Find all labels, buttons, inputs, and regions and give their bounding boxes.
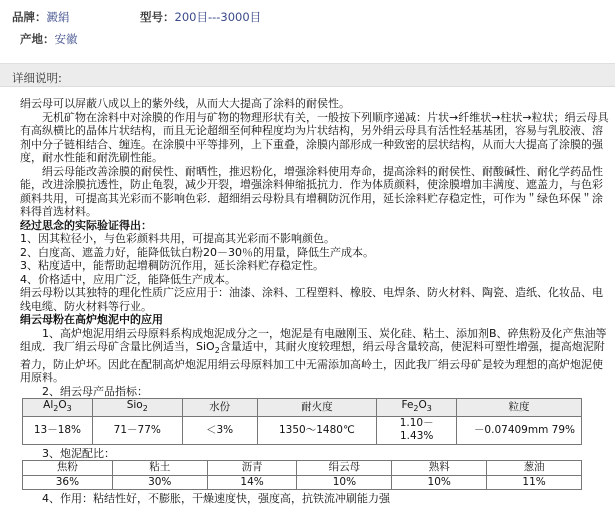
- intro-paragraph: 绢云母可以屏蔽八成以上的紫外线，从而大大提高了涂料的耐侯性。: [20, 97, 350, 110]
- fe-value-line2: 1.43%: [400, 430, 434, 443]
- table-cell: 71－77%: [92, 416, 182, 444]
- table-header-cell: Sio$_2$: [92, 399, 182, 417]
- table-cell: 10%: [392, 475, 487, 490]
- origin-label: 产地：: [20, 32, 55, 46]
- brand-label: 品牌：: [12, 10, 47, 24]
- list-item: 3、粘度适中，能帮助起增稠防沉作用，延长涂料贮存稳定性。: [20, 259, 324, 272]
- table-header-cell: 沥青: [207, 461, 297, 476]
- mix-heading: 3、炮泥配比：: [42, 446, 115, 460]
- mineral-paragraph: 无机矿物在涂料中对涂膜的作用与矿物的物理形状有关，一般按下列顺序递减：片状→纤维状→柱状→粒状；绢云母具有高纵横比的晶体片状结构，而且无论超细至何种程度均为片状结构，另外绢云母具有活性轻基基团，容易与乳胶液、溶剂中分子链相结合、缠连。在涂膜中平等排列，上下重叠，涂膜内部形成一种致密的层状结构，从而大大提高了涂膜的强度，耐水性能和耐洗刷性能。: [20, 110, 609, 164]
- blast-text-part2: 含量适中，其耐火度较理想，绢云母含量较高，使泥料可塑性增强，提高炮泥附着力，防止炉坏。因此在配制高炉炮泥用绢云母原料加工中无需添加高岭土，因此我厂绢云母矿是较为理想的高炉炮泥使用原料。: [20, 340, 605, 385]
- origin-row: [20, 31, 78, 47]
- table-header-cell: 水份: [182, 399, 257, 417]
- origin-value: 安徽: [54, 32, 78, 46]
- table-cell: 36%: [23, 475, 113, 490]
- table-cell: －0.07409mm 79%: [457, 416, 582, 444]
- table-header-cell: 熟料: [392, 461, 487, 476]
- table-cell: 13－18%: [23, 416, 93, 444]
- list-item: 4、价格适中，应用广泛，能降低生产成本。: [20, 272, 236, 286]
- table-header-row: [23, 461, 582, 476]
- blast-text-part1: 1、高炉炮泥用绢云母原料系构成炮泥成分之一，炮泥是有电融刚玉、炭化硅、粘土、添加剂B、碎焦粉及化产焦油等组成．我厂绢云母矿含量比例适当，: [20, 326, 607, 353]
- sio2-text: SiO: [196, 340, 215, 353]
- table-header-cell: $Al_2O_3$: [23, 399, 93, 417]
- list-item: 1、因其粒径小，与色彩颜料共用，可提高其光彩而不影响颜色。: [20, 232, 335, 245]
- table-cell: 1350～1480℃: [257, 416, 377, 444]
- table-cell: ＜3%: [182, 416, 257, 444]
- spec-list-heading: 2、绢云母产品指标：: [42, 384, 148, 398]
- table-header-cell: $Fe_2O_3$: [377, 399, 457, 417]
- coating-paragraph: 绢云母能改善涂膜的耐侯性、耐晒性，推迟粉化，增强涂料使用寿命，提高涂料的耐侯性、耐酸碱性、耐化学药品性能，改进涂膜抗透性，防止龟裂，减少开裂，增强涂料伸缩抵抗力．作为体质颜料，使涂膜增加丰满度、遮盖力，与色彩颜料共用，可提高其光彩而不影响色彩．超细绢云母粉具有增稠防沉作用，延长涂料贮存稳定性，可作为＂绿色环保＂涂料得首选材料。: [20, 164, 603, 218]
- mix-table: [22, 460, 582, 490]
- product-description: [20, 97, 610, 506]
- blast-furnace-paragraph: 1、高炉炮泥用绢云母原料系构成炮泥成分之一，炮泥是有电融刚玉、炭化硅、粘土、添加剂B、碎焦粉及化产焦油等组成．我厂绢云母矿含量比例适当，SiO$_2$含量适中，其耐火度较理想，绢云母含量较高，使泥料可塑性增强，提高炮泥附着力，防止炉坏。因此在配制高炉炮泥用绢云母原料加工中无需添加高岭土，因此我厂绢云母矿是较为理想的高炉炮泥使用原料。: [20, 326, 607, 385]
- brand-row: [12, 9, 70, 25]
- table-cell: 10%: [297, 475, 392, 490]
- table-cell: 11%: [487, 475, 582, 490]
- spec-table: [22, 398, 582, 445]
- model-value: 200目---3000目: [174, 10, 262, 24]
- table-header-cell: 耐火度: [257, 399, 377, 417]
- table-header-cell: 粘土: [112, 461, 207, 476]
- blast-furnace-heading: 绢云母粉在高炉炮泥中的应用: [20, 313, 163, 326]
- model-row: [140, 9, 261, 25]
- verification-heading: 经过思念的实际验证得出：: [20, 218, 152, 232]
- model-label: 型号：: [140, 10, 175, 24]
- table-cell: 30%: [112, 475, 207, 490]
- product-info: [0, 0, 615, 55]
- usage-paragraph: 绢云母粉以其独特的理化性质广泛应用于：油漆、涂料、工程塑料、橡胶、电焊条、防火材料、陶瓷、造纸、化妆品、电线电缆、防火材料等行业。: [20, 286, 603, 313]
- brand-value: 澱絹: [46, 10, 70, 24]
- table-header-cell: 葱油: [487, 461, 582, 476]
- table-cell: 14%: [207, 475, 297, 490]
- table-row: [23, 475, 582, 490]
- detail-section-header: [0, 63, 615, 87]
- table-header-cell: 焦粉: [23, 461, 113, 476]
- table-cell: [377, 416, 457, 444]
- detail-label: 详细说明:: [12, 71, 62, 85]
- function-paragraph: 4、作用：粘结性好，不膨胀，干燥速度快，强度高，抗铁流冲刷能力强: [42, 492, 390, 506]
- list-item: 2、白度高、遮盖力好，能降低钛白粉20－30％的用量，降低生产成本。: [20, 245, 374, 259]
- table-header-cell: 绢云母: [297, 461, 392, 476]
- table-row: [23, 416, 582, 444]
- table-header-row: [23, 399, 582, 417]
- table-header-cell: 粒度: [457, 399, 582, 417]
- fe-value-line1: 1.10－: [399, 416, 434, 429]
